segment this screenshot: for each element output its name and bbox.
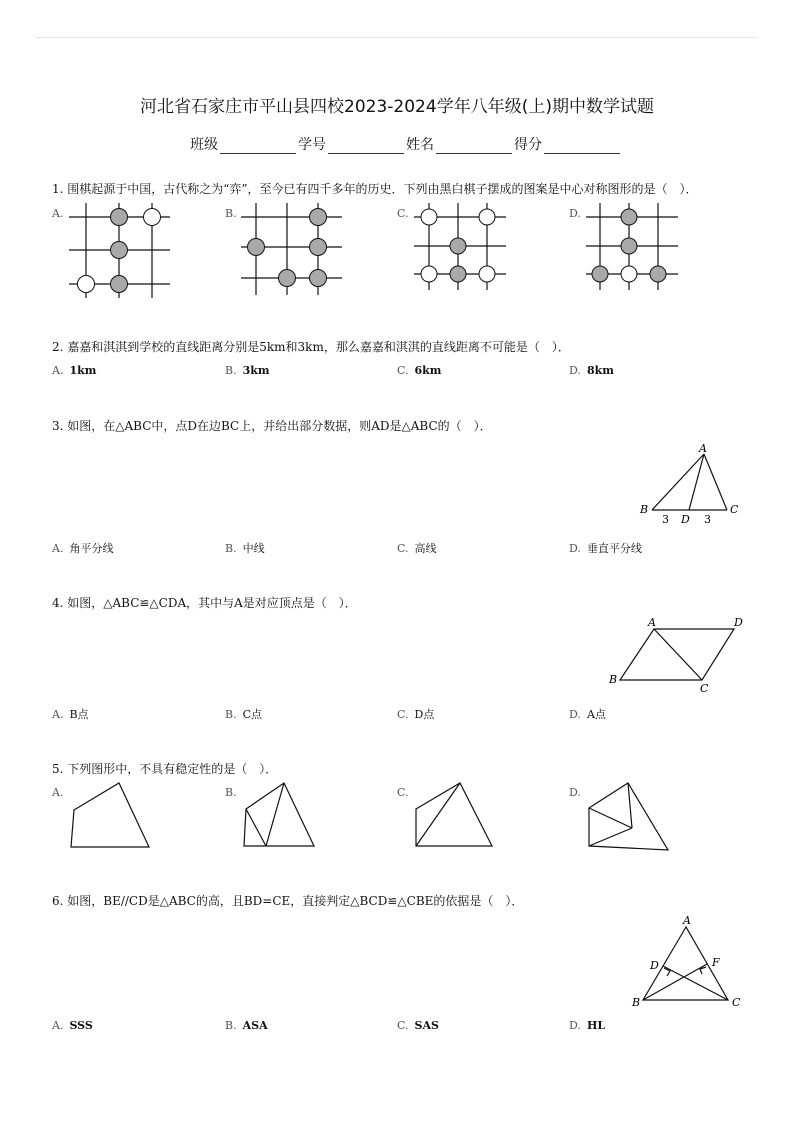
go-pattern-c xyxy=(411,200,511,295)
black-stone-icon xyxy=(111,242,128,259)
black-stone-icon xyxy=(310,239,327,256)
header-rule xyxy=(36,37,758,38)
q5-option-d-letter[interactable]: D. xyxy=(569,786,581,799)
question-2-stem: 2. 嘉嘉和淇淇到学校的直线距离分别是5km和3km，那么嘉嘉和淇淇的直线距离不可能是（ ）． xyxy=(52,340,570,354)
go-pattern-d xyxy=(583,200,683,295)
q3-option-c[interactable]: C. 高线 xyxy=(397,542,437,555)
svg-text:B: B xyxy=(609,673,618,686)
q4-parallelogram-figure xyxy=(602,612,752,697)
q5-pentagon-figure xyxy=(582,780,674,855)
question-3-stem: 3. 如图，在△ABC中，点D在边BC上，并给出部分数据，则AD是△ABC的（ ）． xyxy=(52,419,492,433)
svg-text:C: C xyxy=(700,682,709,695)
q4-option-c[interactable]: C. D点 xyxy=(397,708,435,721)
white-stone-icon xyxy=(621,266,637,282)
q2-option-b[interactable]: B. 3km xyxy=(225,364,270,377)
q4-option-a[interactable]: A. B点 xyxy=(52,708,89,721)
black-stone-icon xyxy=(310,209,327,226)
black-stone-icon xyxy=(279,270,296,287)
name-label: 姓名 xyxy=(406,137,434,153)
q6-option-d[interactable]: D. HL xyxy=(569,1019,606,1032)
class-blank[interactable] xyxy=(220,139,296,154)
q6-triangle-figure xyxy=(628,912,748,1014)
score-label: 得分 xyxy=(514,137,542,153)
black-stone-icon xyxy=(450,238,466,254)
q3-option-d[interactable]: D. 垂直平分线 xyxy=(569,542,642,555)
q1-option-b-letter[interactable]: B. xyxy=(225,207,237,220)
black-stone-icon xyxy=(111,276,128,293)
q3-option-b[interactable]: B. 中线 xyxy=(225,542,265,555)
black-stone-icon xyxy=(111,209,128,226)
q6-option-a[interactable]: A. SSS xyxy=(52,1019,93,1032)
name-blank[interactable] xyxy=(436,139,512,154)
white-stone-icon xyxy=(144,209,161,226)
student-info-line xyxy=(190,134,622,154)
q6-option-c[interactable]: C. SAS xyxy=(397,1019,439,1032)
class-label: 班级 xyxy=(190,137,218,153)
svg-text:B: B xyxy=(632,996,641,1009)
svg-text:3: 3 xyxy=(704,513,711,526)
q3-option-a[interactable]: A. 角平分线 xyxy=(52,542,114,555)
q2-option-d[interactable]: D. 8km xyxy=(569,364,614,377)
svg-text:D: D xyxy=(681,513,690,526)
black-stone-icon xyxy=(650,266,666,282)
black-stone-icon xyxy=(248,239,265,256)
white-stone-icon xyxy=(479,209,495,225)
q6-option-b[interactable]: B. ASA xyxy=(225,1019,268,1032)
svg-text:A: A xyxy=(699,442,707,455)
q5-option-a-letter[interactable]: A. xyxy=(52,786,64,799)
q4-option-b[interactable]: B. C点 xyxy=(225,708,263,721)
svg-text:3: 3 xyxy=(662,513,669,526)
svg-text:C: C xyxy=(732,996,741,1009)
q5-quadrilateral-diagonal xyxy=(410,780,500,852)
q1-option-a-letter[interactable]: A. xyxy=(52,207,64,220)
q1-option-d-letter[interactable]: D. xyxy=(569,207,581,220)
svg-text:C: C xyxy=(730,503,739,516)
page-title: 河北省石家庄市平山县四校2023-2024学年八年级(上)期中数学试题 xyxy=(140,97,654,117)
q5-triangulated-shape xyxy=(238,780,323,852)
black-stone-icon xyxy=(592,266,608,282)
white-stone-icon xyxy=(479,266,495,282)
q5-option-c-letter[interactable]: C. xyxy=(397,786,409,799)
black-stone-icon xyxy=(310,270,327,287)
question-4-stem: 4. 如图，△ABC≌△CDA，其中与A是对应顶点是（ ）． xyxy=(52,596,357,610)
q3-triangle-figure xyxy=(632,438,747,530)
white-stone-icon xyxy=(421,266,437,282)
go-pattern-b xyxy=(238,200,348,300)
black-stone-icon xyxy=(621,209,637,225)
q1-option-c-letter[interactable]: C. xyxy=(397,207,409,220)
q5-option-b-letter[interactable]: B. xyxy=(225,786,237,799)
svg-text:F: F xyxy=(712,956,720,969)
number-label: 学号 xyxy=(298,137,326,153)
svg-text:D: D xyxy=(734,616,743,629)
black-stone-icon xyxy=(450,266,466,282)
q2-option-a[interactable]: A. 1km xyxy=(52,364,97,377)
question-6-stem: 6. 如图，BE//CD是△ABC的高，且BD=CE，直接判定△BCD≌△CBE的依据是（ ）． xyxy=(52,894,524,908)
svg-text:B: B xyxy=(640,503,649,516)
go-pattern-a xyxy=(66,200,176,300)
score-blank[interactable] xyxy=(544,139,620,154)
svg-text:A: A xyxy=(683,914,691,927)
question-1-stem: 1. 围棋起源于中国，古代称之为“弈”，至今已有四千多年的历史．下列由黑白棋子摆成的图案是中心对称图形的是（ ）． xyxy=(52,182,698,196)
svg-text:A: A xyxy=(648,616,656,629)
number-blank[interactable] xyxy=(328,139,404,154)
q2-option-c[interactable]: C. 6km xyxy=(397,364,442,377)
q5-quadrilateral-figure xyxy=(66,780,156,852)
white-stone-icon xyxy=(78,276,95,293)
black-stone-icon xyxy=(621,238,637,254)
svg-text:D: D xyxy=(650,959,659,972)
q4-option-d[interactable]: D. A点 xyxy=(569,708,606,721)
white-stone-icon xyxy=(421,209,437,225)
question-5-stem: 5. 下列图形中，不具有稳定性的是（ ）． xyxy=(52,762,278,776)
